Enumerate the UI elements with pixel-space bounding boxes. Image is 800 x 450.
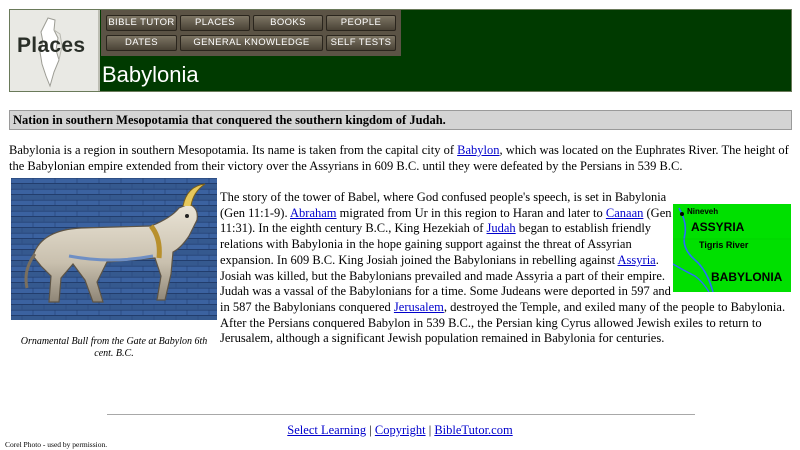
ishtar-bull-photo	[11, 178, 217, 320]
story-text-4: began to establish friendly relations with Babylonia in the hope gaining support against the threat of Assyrian expansion. In 609 B.C. King Josiah joined the Babylonians in rebelling against	[220, 221, 652, 267]
intro-text-2: , which was located on the Euphrates River. The height of the Babylonian empire extended from their victory over the Assyrians in 609 B.C. until they were defeated by the Persians in 539 B.C.	[9, 143, 789, 173]
story-paragraph	[220, 190, 792, 347]
summary-bar: Nation in southern Mesopotamia that conquered the southern kingdom of Judah.	[9, 110, 792, 130]
jerusalem-link[interactable]: Jerusalem	[393, 299, 444, 314]
abraham-link[interactable]: Abraham	[290, 205, 337, 220]
footer-divider	[107, 414, 695, 415]
nav-bible-tutor[interactable]: BIBLE TUTOR	[106, 15, 177, 31]
places-logo[interactable]	[10, 10, 100, 91]
photo-caption: Ornamental Bull from the Gate at Babylon 6th cent. B.C.	[20, 336, 208, 359]
story-text-3: (Gen 11:31). In the eighth century B.C., King Hezekiah of	[220, 205, 672, 236]
map-label-tigris: Tigris River	[699, 240, 749, 250]
copyright-link[interactable]: Copyright	[374, 423, 426, 437]
babylon-link[interactable]: Babylon	[457, 143, 500, 157]
nav-books[interactable]: BOOKS	[253, 15, 323, 31]
footer-separator: |	[425, 423, 435, 437]
canaan-link[interactable]: Canaan	[605, 205, 644, 220]
footer-separator: |	[366, 423, 375, 437]
judah-link[interactable]: Judah	[486, 221, 516, 236]
story-text-6: , destroyed the Temple, and exiled many of the people to Babylonia. After the Persians conquered Babylon in 539 B.C., the Persian king Cyrus allowed Jewish exiles to return to Jerusalem, although a significant Jewish population remained in Babylonia for centuries.	[220, 299, 786, 346]
map-float-spacer	[672, 190, 792, 292]
story-text-5: . Josiah was killed, but the Babylonians prevailed and made Assyria a part of their empire. Judah was a vassal of the Babylonians for a time. Some Judeans were deported in 597 and in 587 the Babylonians conquered	[220, 252, 671, 314]
select-learning-link[interactable]: Select Learning	[287, 423, 367, 437]
map-label-babylonia: BABYLONIA	[711, 270, 783, 284]
nav-general-knowledge[interactable]: GENERAL KNOWLEDGE	[180, 35, 323, 51]
main-nav	[101, 10, 401, 56]
intro-paragraph	[9, 142, 794, 174]
nav-people[interactable]: PEOPLE	[326, 15, 396, 31]
site-header	[9, 9, 792, 92]
footer-links	[0, 423, 800, 438]
logo-text: Places	[17, 34, 86, 57]
story-text-1: The story of the tower of Babel, where God confused people's speech, is set in Babylonia (Gen 11:1-9).	[220, 190, 667, 220]
nav-dates[interactable]: DATES	[106, 35, 177, 51]
story-text-2: migrated from Ur in this region to Haran and later to	[336, 205, 606, 220]
photo-credit: Corel Photo - used by permission.	[5, 440, 108, 449]
ornamental-bull-image	[11, 178, 217, 320]
nav-self-tests[interactable]: SELF TESTS	[326, 35, 396, 51]
map-label-assyria: ASSYRIA	[691, 220, 745, 234]
map-label-nineveh: Nineveh	[687, 207, 719, 216]
bibletutor-link[interactable]: BibleTutor.com	[434, 423, 513, 437]
page-title: Babylonia	[102, 62, 199, 87]
nav-places[interactable]: PLACES	[180, 15, 250, 31]
intro-text-1: Babylonia is a region in southern Mesopotamia. Its name is taken from the capital city of	[9, 143, 458, 157]
assyria-link[interactable]: Assyria	[617, 252, 656, 267]
